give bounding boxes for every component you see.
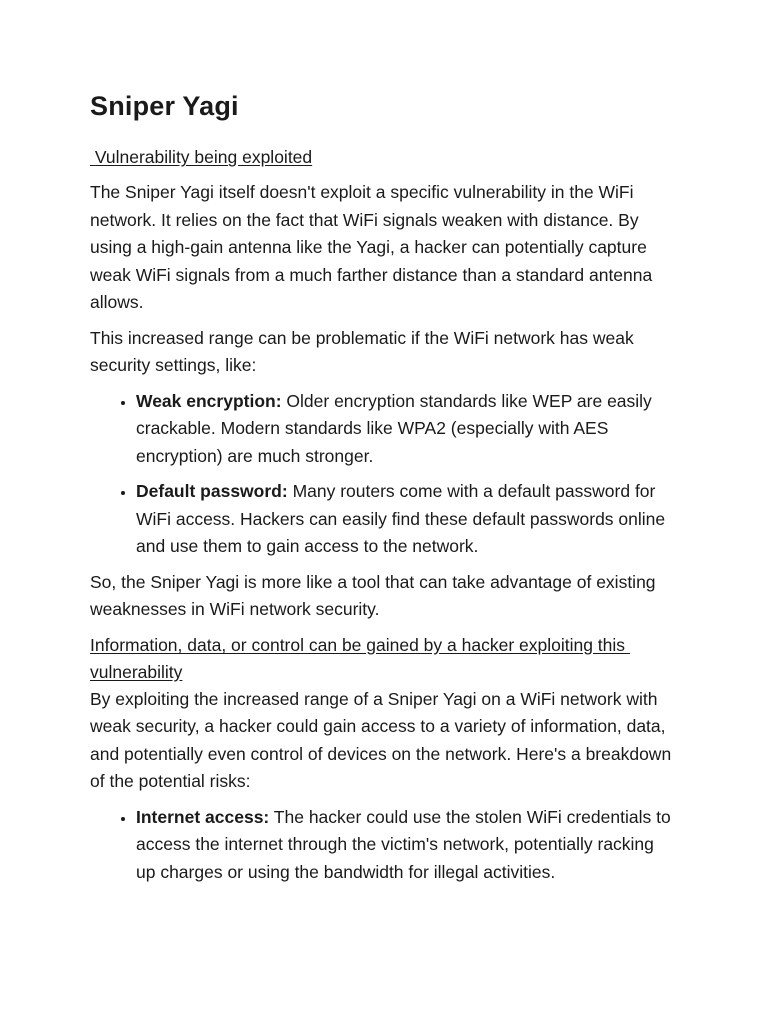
- list-item: [136, 388, 676, 471]
- list-item-term: Weak encryption:: [136, 390, 282, 411]
- page-title: Sniper Yagi: [90, 91, 239, 121]
- paragraph: This increased range can be problematic if the WiFi network has weak security settings, like:: [90, 327, 634, 376]
- section-heading-information: Information, data, or control can be gained by a hacker exploiting this vulnerability: [90, 634, 630, 682]
- paragraph: The Sniper Yagi itself doesn't exploit a specific vulnerability in the WiFi network. It relies on the fact that WiFi signals weaken with distance. By using a high-gain antenna like the Yagi, a hacker can potentially capture weak WiFi signals from a much farther distance than a standard antenna allows.: [90, 182, 653, 313]
- list-item: [136, 478, 676, 561]
- paragraph: By exploiting the increased range of a Sniper Yagi on a WiFi network with weak security, a hacker could gain access to a variety of information, data, and potentially even control of devices on the network. Here's a breakdown of the potential risks:: [90, 688, 672, 792]
- list-item-term: Default password:: [136, 481, 288, 502]
- section-heading-vulnerability: Vulnerability being exploited: [90, 147, 313, 168]
- bullet-list: [90, 388, 676, 561]
- list-item: [136, 804, 676, 887]
- list-item-text: The hacker could use the stolen WiFi credentials to access the internet through the victim's network, potentially racking up charges or using the bandwidth for illegal activities.: [136, 806, 671, 882]
- list-item-text: Many routers come with a default password for WiFi access. Hackers can easily find these default passwords online and use them to gain access to the network.: [136, 481, 666, 557]
- paragraph: So, the Sniper Yagi is more like a tool that can take advantage of existing weaknesses in WiFi network security.: [90, 571, 656, 620]
- bullet-list: [90, 804, 676, 887]
- list-item-term: Internet access:: [136, 806, 270, 827]
- list-item-text: Older encryption standards like WEP are easily crackable. Modern standards like WPA2 (especially with AES encryption) are much stronger.: [136, 390, 652, 466]
